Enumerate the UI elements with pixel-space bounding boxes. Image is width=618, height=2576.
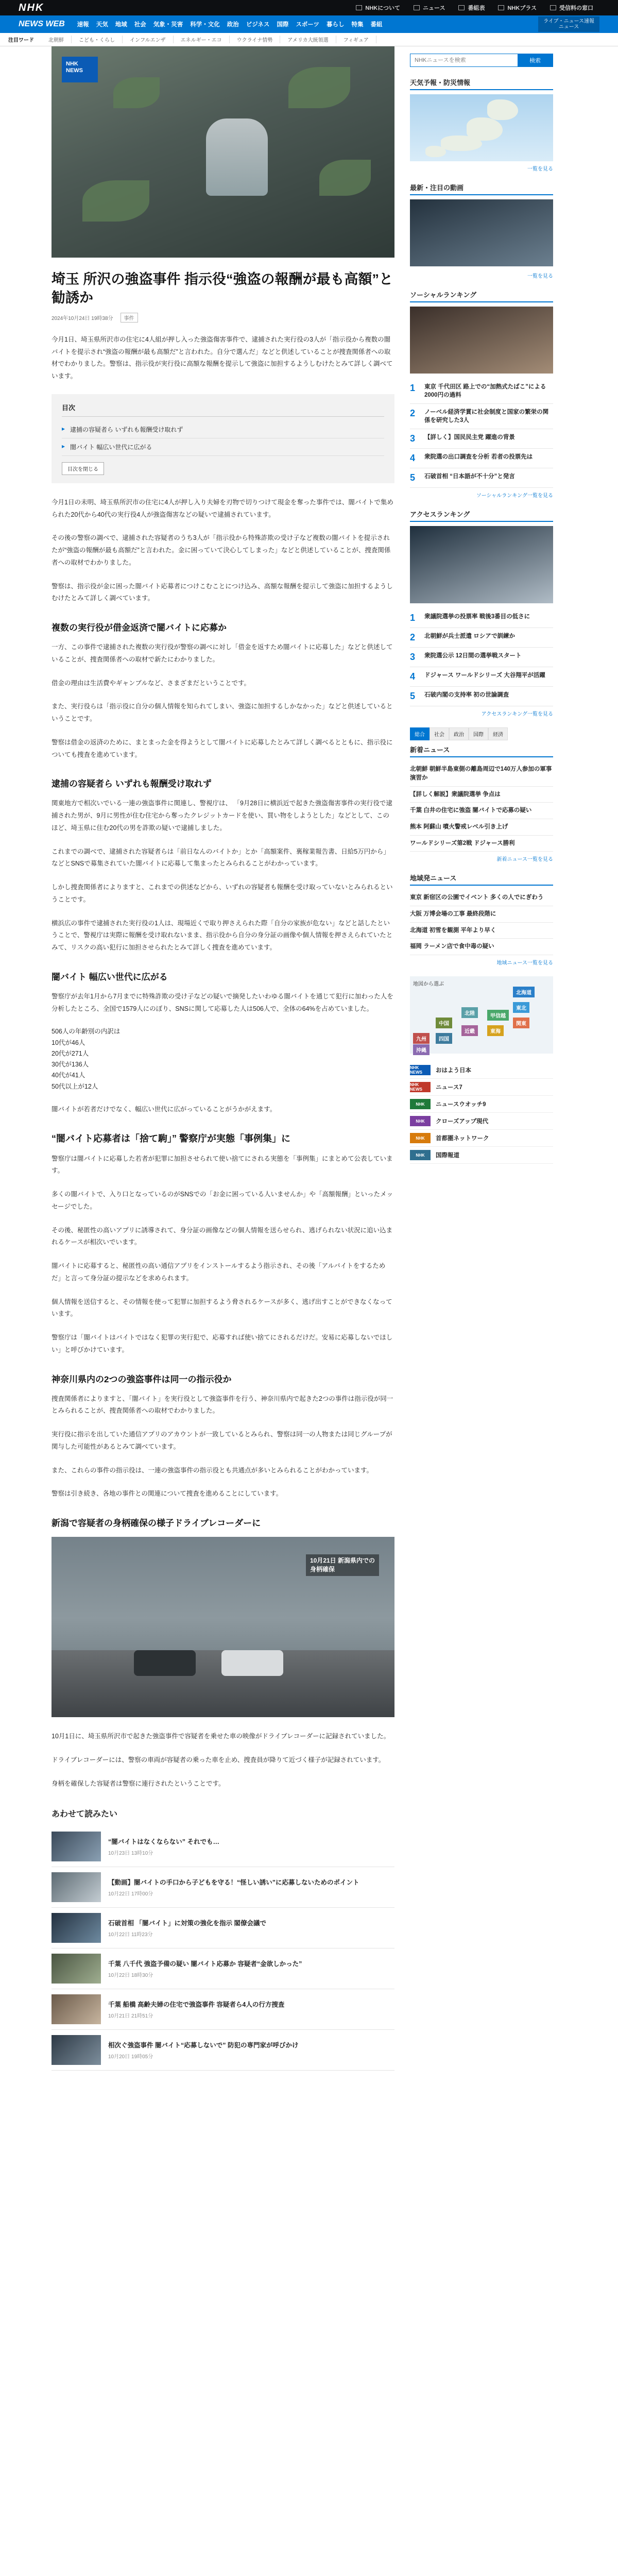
- leaf-shape: [288, 67, 350, 108]
- featured-more-link[interactable]: 一覧を見る: [527, 274, 553, 279]
- age-list: [52, 1026, 394, 1092]
- related-title: あわせて読みたい: [52, 1810, 118, 1819]
- nhk-logo[interactable]: NHK: [19, 2, 44, 13]
- paragraph: 今月1日、埼玉県所沢市の住宅に4人組が押し入った強盗傷害事件で、逮捕された実行役の3人が「指示役から複数の闇バイトを提示され“強盗の報酬が最も高額だ”と言われた。自分で選んだ」などと供述していることが捜査関係者への取材でわかりました。警察は、指示役が実行役に高額な報酬を提示して強盗に加担するようしむけたとみて詳しく調べています。: [52, 335, 393, 380]
- weather-map[interactable]: [410, 94, 553, 161]
- nhk-news-badge: NHK NEWS: [62, 57, 98, 82]
- regional-item[interactable]: 東京 新宿区の公園でイベント 多くの人でにぎわう: [410, 890, 553, 906]
- article-date: 2024年10月24日 19時38分: [52, 315, 113, 321]
- related-item[interactable]: 石破首相 「闇バイト」に対策の強化を指示 閣僚会議で 10月22日 11時23分: [52, 1908, 394, 1948]
- nav-item-weather[interactable]: 天気: [96, 22, 108, 28]
- tab-economy[interactable]: 経済: [488, 727, 508, 740]
- subnav-item[interactable]: ウクライナ情勢: [230, 36, 281, 43]
- region-kinki[interactable]: 近畿: [461, 1025, 478, 1036]
- thumbnail: [52, 1872, 101, 1902]
- news-title: 新着ニュース: [410, 744, 553, 757]
- toc-item[interactable]: ▸ 闇バイト 幅広い世代に広がる: [62, 438, 384, 456]
- access-thumb[interactable]: [410, 526, 553, 603]
- regional-item[interactable]: 北海道 初雪を観測 平年より早く: [410, 923, 553, 939]
- paragraph: その後の警察の調べで、逮捕された容疑者のうち3人が「指示役から特殊詐欺の受け子など複数の闇バイトを提示されたが“強盗の報酬が最も高額だ”と言われた。金に困っていて決心してしまった」などと供述していることが、捜査関係者への取材でわかりました。: [52, 534, 391, 566]
- nav-item-science[interactable]: 科学・文化: [190, 22, 220, 28]
- top-bar: [0, 0, 618, 15]
- subnav-item[interactable]: アメリカ大統領選: [280, 36, 336, 43]
- paragraph: 警察庁が去年1月から7月までに特殊詐欺の受け子などの疑いで摘発したいわゆる闇バイトを通じて犯行に加わった人を分析したところ、全国で1579人にのぼり、SNSに関して応募した人は506人で、全体の64%を占めていました。: [52, 992, 393, 1012]
- nav-item-feature[interactable]: 特集: [351, 22, 364, 28]
- land-shape: [487, 99, 518, 120]
- section-heading: 複数の実行役が借金返済で闇バイトに応募か: [52, 623, 227, 633]
- subnav-item[interactable]: フィギュア: [336, 36, 376, 43]
- live-sokuho-button[interactable]: ライブ・ニュース速報 ニュース: [538, 16, 599, 32]
- utility-links: [356, 4, 593, 12]
- car-shape: [134, 1650, 196, 1676]
- tab-society[interactable]: 社会: [430, 727, 449, 740]
- nav-item-life[interactable]: 暮らし: [326, 22, 345, 28]
- category-tag[interactable]: 事件: [121, 313, 138, 323]
- tab-politics[interactable]: 政治: [449, 727, 469, 740]
- square-icon: [498, 5, 504, 10]
- featured-title: 最新・注目の動画: [410, 182, 553, 195]
- ranking-more-link[interactable]: ソーシャルランキング一覧を見る: [476, 493, 553, 499]
- weather-more-link[interactable]: 一覧を見る: [527, 166, 553, 172]
- news-item[interactable]: 【詳しく解説】衆議院選挙 争点は: [410, 787, 553, 803]
- square-icon: [458, 5, 465, 10]
- paragraph: 今月1日の未明、埼玉県所沢市の住宅に4人が押し入り夫婦を刃物で切りつけて現金を奪った事件では、闇バイトで集められた20代から40代の実行役4人が強盗傷害などの疑いで逮捕されています。: [52, 498, 393, 518]
- land-shape: [441, 135, 482, 151]
- related-item[interactable]: 千葉 船橋 高齢夫婦の住宅で強盗事件 容疑者ら4人の行方捜査 10月21日 21時51分: [52, 1989, 394, 2030]
- nav-item-business[interactable]: ビジネス: [246, 22, 270, 28]
- region-kanto[interactable]: 関東: [513, 1018, 529, 1028]
- toc-item[interactable]: ▸ 逮捕の容疑者ら いずれも報酬受け取れず: [62, 421, 384, 438]
- channel-logo: NHK: [410, 1150, 431, 1160]
- thumbnail: [52, 1994, 101, 2024]
- channel-logo: NHK NEWS: [410, 1065, 431, 1075]
- ranking-item[interactable]: 5 石破首相 “日本語が不十分”と発言: [410, 468, 553, 488]
- paragraph: 関東地方で相次いでいる一連の強盗事件に関連し、警視庁は、 「9月28日に横浜近で起きた強盗傷害事件の実行役で逮捕された男が、9月に男性が住む住宅から奪ったクレジットカードを使い、買い物をしようとした」などとして、このほど、埼玉県に住む20代の男を詐欺の疑いで逮捕しました。: [52, 800, 392, 832]
- nav-item-sokuho[interactable]: 速報: [77, 22, 89, 28]
- thumbnail: [52, 2035, 101, 2065]
- ranking-item[interactable]: 4 衆院選の出口調査を分析 若者の投票先は: [410, 449, 553, 468]
- paragraph: 借金の理由は生活費やギャンブルなど、さまざまだということです。: [52, 679, 251, 687]
- channel-link[interactable]: NHK NEWS ニュース7: [410, 1079, 553, 1096]
- section-heading: 逮捕の容疑者ら いずれも報酬受け取れず: [52, 779, 212, 789]
- regional-item[interactable]: 大阪 万博会場の工事 最終段階に: [410, 906, 553, 923]
- section-heading: 闇バイト 幅広い世代に広がる: [52, 972, 168, 982]
- nav-item-sports[interactable]: スポーツ: [296, 22, 319, 28]
- paragraph: 捜査関係者によりますと、「闇バイト」を実行役として強盗事件を行う、神奈川県内で起きた2つの事件は指示役が同一とみられることが、捜査関係者への取材でわかりました。: [52, 1395, 393, 1415]
- nav-item-international[interactable]: 国際: [277, 22, 289, 28]
- paragraph: また、実行役らは「指示役に自分の個人情報を知られてしまい、強盗に加担するしかなかった」などと供述しているということです。: [52, 703, 393, 723]
- news-item[interactable]: 千葉 白井の住宅に強盗 闇バイトで応募の疑い: [410, 803, 553, 819]
- thumbnail: [52, 1913, 101, 1943]
- access-title: アクセスランキング: [410, 509, 553, 522]
- leaf-shape: [82, 180, 149, 222]
- sidebar: [410, 46, 553, 2071]
- region-tohoku[interactable]: 東北: [513, 1002, 529, 1013]
- window-shape: [206, 118, 268, 196]
- channel-link[interactable]: NHK クローズアップ現代: [410, 1113, 553, 1130]
- area-map: [410, 976, 553, 1054]
- article-meta: [52, 313, 394, 323]
- access-more-link[interactable]: アクセスランキング一覧を見る: [481, 711, 553, 718]
- nav-item-region[interactable]: 地域: [115, 22, 127, 28]
- paragraph: 一方、この事件で逮捕された複数の実行役が警察の調べに対し「借金を返すため闇バイトに応募した」などと供述していることが、捜査関係者への取材で新たにわかりました。: [52, 643, 393, 663]
- util-link-news[interactable]: ニュース: [414, 4, 445, 12]
- paragraph: ドライブレコーダーには、警察の車両が容疑者の乗った車を止め、捜査員が降りて近づく様子が記録されています。: [52, 1756, 385, 1764]
- paragraph: その後、秘匿性の高いアプリに誘導されて、身分証の画像などの個人情報を送らせられ、逃げられない状況に追い込まれるケースが相次いでいます。: [52, 1226, 393, 1246]
- subnav-title: 注目ワード: [8, 38, 34, 43]
- access-item[interactable]: 2 北朝鮮が兵士派遣 ロシアで訓練か: [410, 628, 553, 648]
- area-map-label: 地図から選ぶ: [413, 981, 444, 988]
- nav-item-program[interactable]: 番組: [370, 22, 383, 28]
- region-hokkaido[interactable]: 北海道: [513, 987, 535, 997]
- sub-nav: [0, 33, 618, 46]
- subnav-item[interactable]: エネルギー・エコ: [174, 36, 230, 43]
- tab-international[interactable]: 国際: [469, 727, 488, 740]
- access-item[interactable]: 4 ドジャース ワールドシリーズ 大谷翔平が活躍: [410, 667, 553, 687]
- ranking-title: ソーシャルランキング: [410, 290, 553, 302]
- dashcam-image: [52, 1537, 394, 1717]
- related-item[interactable]: 【動画】闇バイトの手口から子どもを守る！“怪しい誘い”に応募しないためのポイント 10月22日 17時00分: [52, 1867, 394, 1908]
- channel-logo: NHK NEWS: [410, 1082, 431, 1092]
- paragraph: 警察は引き続き、各地の事件との関連について捜査を進めることにしています。: [52, 1490, 283, 1498]
- section-heading: 神奈川県内の2つの強盗事件は同一の指示役か: [52, 1374, 232, 1384]
- car-shape: [221, 1650, 283, 1676]
- regional-item[interactable]: 福岡 ラーメン店で食中毒の疑い: [410, 939, 553, 955]
- access-item[interactable]: 1 衆議院選挙の投票率 戦後3番目の低さに: [410, 608, 553, 628]
- channel-link[interactable]: NHK NEWS おはよう日本: [410, 1062, 553, 1079]
- paragraph: 闇バイトが若者だけでなく、幅広い世代に広がっていることがうかがえます。: [52, 1105, 277, 1113]
- main-nav: [0, 15, 618, 33]
- toc-close-button[interactable]: 目次を閉じる: [62, 462, 104, 475]
- paragraph: しかし捜査関係者によりますと、これまでの供述などから、いずれの容疑者も報酬を受け取っていないとみられるということです。: [52, 884, 393, 903]
- list-item: 506人の年齢別の内訳は: [52, 1028, 121, 1036]
- paragraph: これまでの調べで、逮捕された容疑者らは「前日なんのバイトか」とか「高額案件、裏稼業報告書、日給5万円から」などとSNSで募集されていた闇バイトに応募して集まったとみられることがわかっています。: [52, 848, 390, 868]
- paragraph: 闇バイトに応募すると、秘匿性の高い通信アプリをインストールするよう指示され、その後「アルバイトをするためだ」と言って身分証の提示などを求められます。: [52, 1262, 386, 1282]
- list-item: 10代が46人: [52, 1039, 85, 1046]
- thumbnail: [52, 1832, 101, 1861]
- channel-logo: NHK: [410, 1133, 431, 1143]
- related-item[interactable]: 千葉 八千代 強盗予備の疑い 闇バイト応募か 容疑者“金欲しかった” 10月22日 18時30分: [52, 1948, 394, 1989]
- paragraph: 警察庁は闇バイトに応募した若者が犯罪に加担させられて使い捨てにされる実態を「事例集」にまとめて公表しています。: [52, 1155, 393, 1175]
- access-item[interactable]: 3 衆院選公示 12日間の選挙戦スタート: [410, 648, 553, 667]
- nav-item-society[interactable]: 社会: [134, 22, 146, 28]
- subnav-item[interactable]: こども・くらし: [72, 36, 123, 43]
- category-tabs: [410, 727, 553, 740]
- paragraph: 警察庁は「闇バイトはバイトではなく犯罪の実行犯で、応募すれば使い捨てにされるだけだ。安易に応募しないでほしい」と呼びかけています。: [52, 1334, 393, 1353]
- region-tokai[interactable]: 東海: [487, 1025, 504, 1036]
- list-item: 30代が136人: [52, 1061, 89, 1069]
- paragraph: 多くの闇バイトで、入り口となっているのがSNSでの「お金に困っている人いませんか」や「高額報酬」といったメッセージでした。: [52, 1191, 393, 1210]
- photo-caption: 10月21日 新潟県内での 身柄確保: [306, 1554, 379, 1576]
- hero-image: [52, 46, 394, 258]
- paragraph: 警察は、指示役が金に困った闇バイト応募者につけこむことにつけ込み、高額な報酬を提示して強盗に加担するようしむけたとみて詳しく調べています。: [52, 582, 393, 602]
- ranking-item[interactable]: 3 【詳しく】国民民主党 躍進の背景: [410, 429, 553, 449]
- channel-logo: NHK: [410, 1116, 431, 1126]
- news-item[interactable]: 熊本 阿蘇山 噴火警戒レベル引き上げ: [410, 819, 553, 836]
- util-link-plus[interactable]: NHKプラス: [498, 4, 537, 12]
- article-column: [52, 46, 394, 2071]
- paragraph: 横浜広の事件で逮捕された実行役の1人は、現場近くで取り押さえられた際「自分の家族が危ない」などと話したということで、警視庁は実際に報酬を受け取れないまま、指示役から自分の身分証の画像や個人情報を押さえられていたとみて、リスクの高い犯行に加担させられたとみて詳しく捜査を進めています。: [52, 919, 393, 952]
- channel-link[interactable]: NHK 国際報道: [410, 1147, 553, 1164]
- square-icon: [356, 5, 362, 10]
- weather-title: 天気予報・防災情報: [410, 77, 553, 90]
- ranking-item[interactable]: 1 東京 千代田区 路上での“加熱式たばこ”による2000円の過料: [410, 379, 553, 404]
- regional-more-link[interactable]: 地域ニュース一覧を見る: [496, 960, 553, 967]
- news-item[interactable]: 北朝鮮 朝鮮半島東側の離島周辺で140万人参加の軍事演習か: [410, 761, 553, 786]
- land-shape: [425, 146, 446, 157]
- paragraph: 実行役に指示を出していた通信アプリのアカウントが一致しているとみられ、警察は同一の人物または同じグループが関与した可能性があるとみて調べています。: [52, 1431, 392, 1450]
- region-chugoku[interactable]: 中国: [436, 1018, 452, 1028]
- section-heading: 新潟で容疑者の身柄確保の様子ドライブレコーダーに: [52, 1518, 261, 1529]
- util-link-schedule[interactable]: 番組表: [458, 4, 485, 12]
- article-title: 埼玉 所沢の強盗事件 指示役“強盗の報酬が最も高額”と勧誘か: [52, 272, 393, 306]
- ranking-thumb[interactable]: [410, 307, 553, 374]
- util-link-fee[interactable]: 受信料の窓口: [550, 4, 593, 12]
- list-item: 50代以上が12人: [52, 1082, 98, 1090]
- news-web-brand[interactable]: NEWS WEB: [19, 20, 65, 28]
- subnav-item[interactable]: インフルエンザ: [123, 36, 174, 43]
- paragraph: 10月1日に、埼玉県所沢市で起きた強盗事件で容疑者を乗せた車の映像がドライブレコーダーに記録されていました。: [52, 1733, 390, 1740]
- related-item[interactable]: “闇バイトはなくならない” それでも… 10月23日 13時10分: [52, 1826, 394, 1867]
- news-more-link[interactable]: 新着ニュース一覧を見る: [496, 857, 553, 863]
- toc-title: 目次: [62, 402, 384, 417]
- page-body: [0, 46, 618, 2071]
- nav-item-politics[interactable]: 政治: [227, 22, 239, 28]
- region-kyushu[interactable]: 九州: [413, 1033, 430, 1044]
- region-koshinetsu[interactable]: 甲信越: [487, 1010, 509, 1021]
- featured-video-thumb[interactable]: [410, 199, 553, 266]
- section-heading: “闇バイト応募者は「捨て駒」” 警察庁が実態「事例集」に: [52, 1133, 290, 1144]
- news-item[interactable]: ワールドシリーズ第2戦 ドジャース勝利: [410, 836, 553, 852]
- tab-all[interactable]: 総合: [410, 727, 430, 740]
- square-icon: [414, 5, 420, 10]
- ranking-item[interactable]: 2 ノーベル経済学賞に社会制度と国家の繁栄の関係を研究した3人: [410, 404, 553, 429]
- channel-logo: NHK: [410, 1099, 431, 1109]
- leaf-shape: [113, 77, 160, 108]
- region-shikoku[interactable]: 四国: [436, 1033, 452, 1044]
- paragraph: 個人情報を送信すると、その情報を使って犯罪に加担するよう脅されるケースが多く、逃げ出すことができなくなっています。: [52, 1298, 392, 1318]
- regional-title: 地域発ニュース: [410, 873, 553, 886]
- table-of-contents: [52, 394, 394, 483]
- region-hokuriku[interactable]: 北陸: [461, 1007, 478, 1018]
- paragraph: 警察は借金の返済のために、まとまった金を得ようとして闇バイトに応募したとみて詳しく調べるとともに、指示役についても捜査を進めています。: [52, 738, 393, 758]
- search-box: [410, 54, 553, 67]
- related-item[interactable]: 相次ぐ強盗事件 闇バイト“応募しないで” 防犯の専門家が呼びかけ 10月20日 19時05分: [52, 2030, 394, 2071]
- square-icon: [550, 5, 556, 10]
- search-button[interactable]: 検索: [518, 54, 553, 66]
- nav-item-disaster[interactable]: 気象・災害: [153, 22, 183, 28]
- region-okinawa[interactable]: 沖縄: [413, 1044, 430, 1055]
- access-item[interactable]: 5 石破内閣の支持率 初の世論調査: [410, 687, 553, 706]
- thumbnail: [52, 1954, 101, 1984]
- channel-link[interactable]: NHK ニュースウオッチ9: [410, 1096, 553, 1113]
- subnav-item[interactable]: 北朝鮮: [41, 36, 72, 43]
- list-item: 20代が271人: [52, 1049, 89, 1057]
- util-link-about[interactable]: NHKについて: [356, 4, 400, 12]
- list-item: 40代が41人: [52, 1072, 85, 1079]
- leaf-shape: [319, 160, 371, 196]
- paragraph: また、これらの事件の指示役は、一連の強盗事件の指示役とも共通点が多いとみられることがわかっています。: [52, 1466, 373, 1474]
- paragraph: 身柄を確保した容疑者は警察に連行されたということです。: [52, 1780, 225, 1787]
- channel-link[interactable]: NHK 首都圏ネットワーク: [410, 1130, 553, 1147]
- search-input[interactable]: [410, 54, 518, 66]
